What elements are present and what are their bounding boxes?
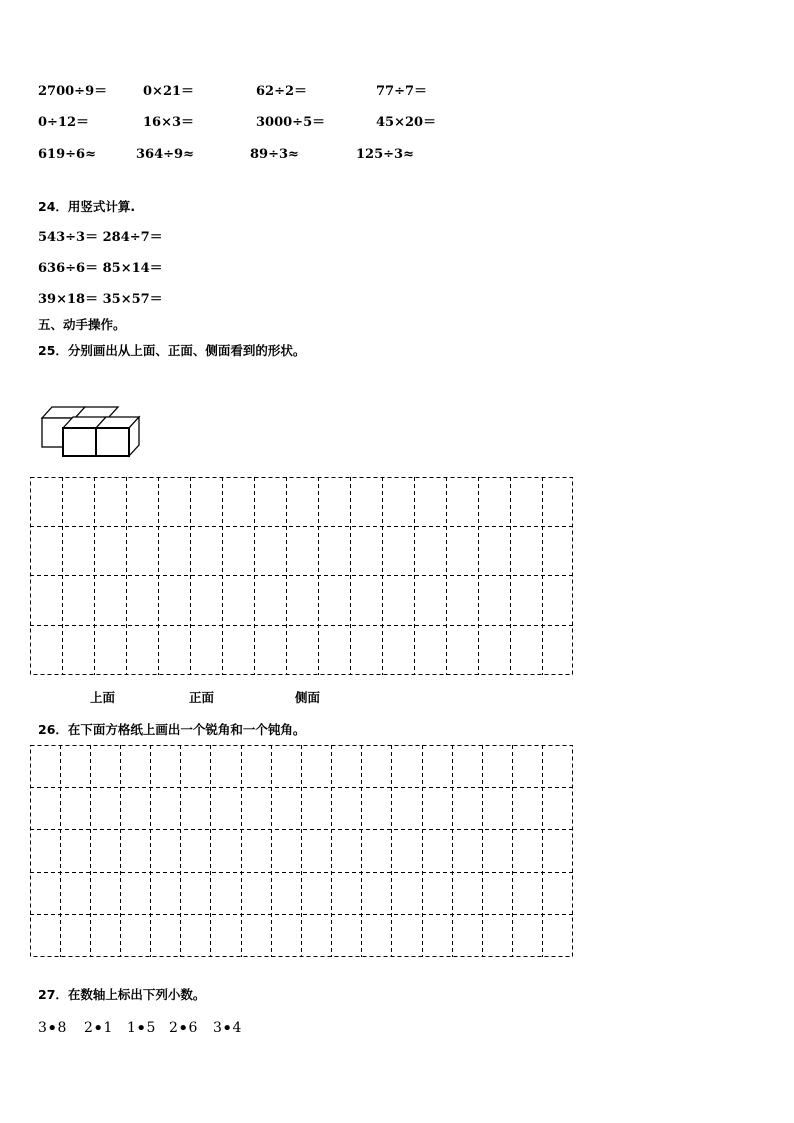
section-title: 五、动手操作。 [38,317,126,332]
vertical-calc-line: 636÷6＝ 85×14＝ [38,261,163,276]
drawing-grid-angles[interactable] [30,745,573,957]
decimal-item: 2•1 [84,1018,113,1039]
calc-item: 45×20＝ [376,115,437,130]
calc-item: 364÷9≈ [136,147,194,162]
calc-item: 16×3＝ [143,115,195,130]
calc-item: 62÷2＝ [256,84,308,99]
calc-item: 3000÷5＝ [256,115,326,130]
cube-figure [38,404,144,458]
calc-item: 125÷3≈ [356,147,414,162]
question-25-title: 25．分别画出从上面、正面、侧面看到的形状。 [38,343,306,358]
decimal-item: 1•5 [127,1018,156,1039]
question-27-title: 27．在数轴上标出下列小数。 [38,987,206,1002]
calc-item: 0×21＝ [143,84,195,99]
decimal-item: 3•8 [38,1018,67,1039]
calc-item: 0÷12＝ [38,115,90,130]
calc-item: 77÷7＝ [376,84,428,99]
vertical-calc-line: 39×18＝ 35×57＝ [38,292,163,307]
decimal-item: 3•4 [213,1018,242,1039]
question-24-title: 24．用竖式计算. [38,199,136,214]
drawing-grid-views[interactable] [30,477,573,675]
label-front-view: 正面 [189,690,215,705]
label-side-view: 侧面 [295,690,321,705]
calc-item: 89÷3≈ [250,147,299,162]
label-top-view: 上面 [90,690,116,705]
calc-item: 2700÷9＝ [38,84,108,99]
vertical-calc-line: 543÷3＝ 284÷7＝ [38,230,163,245]
calc-item: 619÷6≈ [38,147,96,162]
decimal-item: 2•6 [169,1018,198,1039]
question-26-title: 26．在下面方格纸上画出一个锐角和一个钝角。 [38,722,306,737]
